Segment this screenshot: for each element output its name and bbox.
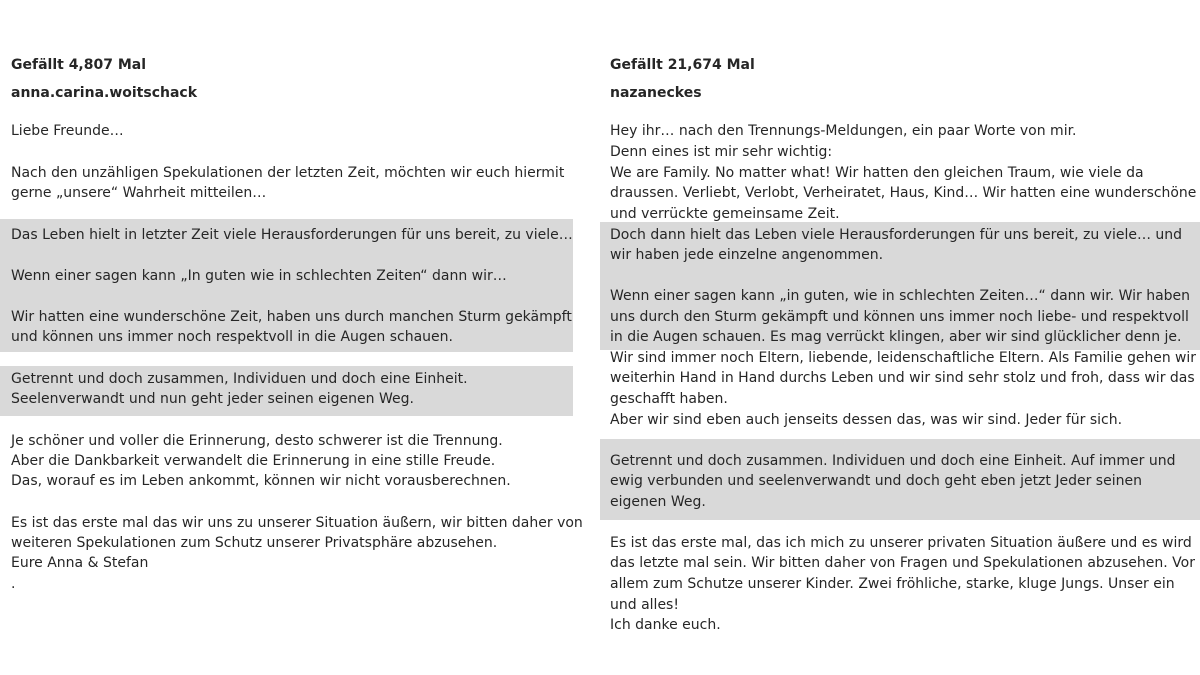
- caption-line: We are Family. No matter what! Wir hatten den gleichen Traum, wie viele da: [610, 165, 1144, 181]
- caption-line: und verrückte gemeinsame Zeit.: [610, 206, 840, 222]
- caption-line: geschafft haben.: [610, 391, 728, 407]
- caption-line: Es ist das erste mal, das ich mich zu unserer privaten Situation äußere und es wird: [610, 535, 1192, 551]
- caption-line: Wenn einer sagen kann „In guten wie in schlechten Zeiten“ dann wir…: [11, 268, 507, 284]
- caption-line: Doch dann hielt das Leben viele Herausforderungen für uns bereit, zu viele… und: [610, 227, 1183, 243]
- caption-line: wir haben jede einzelne angenommen.: [610, 247, 884, 263]
- caption-line: Liebe Freunde…: [11, 123, 124, 139]
- caption-line: Wir sind immer noch Eltern, liebende, leidenschaftliche Eltern. Als Familie gehen wir: [610, 350, 1197, 366]
- caption-line: das letzte mal sein. Wir bitten daher von Fragen und Spekulationen abzusehen. Vor: [610, 555, 1195, 571]
- caption-line: Wir hatten eine wunderschöne Zeit, haben uns durch manchen Sturm gekämpft: [11, 309, 572, 325]
- caption-line: .: [11, 576, 16, 592]
- caption-line: ewig verbunden und seelenverwandt und doch geht eben jetzt Jeder seinen: [610, 473, 1142, 489]
- username-link[interactable]: nazaneckes: [610, 85, 702, 101]
- likes-count[interactable]: Gefällt 4,807 Mal: [11, 57, 147, 73]
- caption-line: Getrennt und doch zusammen, Individuen und doch eine Einheit.: [11, 371, 468, 387]
- caption-line: Es ist das erste mal das wir uns zu unserer Situation äußern, wir bitten daher von: [11, 515, 583, 531]
- left-post: [0, 0, 590, 675]
- caption-line: Aber die Dankbarkeit verwandelt die Erinnerung in eine stille Freude.: [11, 453, 496, 469]
- caption-line: Eure Anna & Stefan: [11, 555, 149, 571]
- caption-line: Ich danke euch.: [610, 617, 721, 633]
- caption-line: Seelenverwandt und nun geht jeder seinen eigenen Weg.: [11, 391, 414, 407]
- caption-line: weiteren Spekulationen zum Schutz unserer Privatsphäre abzusehen.: [11, 535, 498, 551]
- likes-count[interactable]: Gefällt 21,674 Mal: [610, 57, 755, 73]
- caption-line: eigenen Weg.: [610, 494, 706, 510]
- right-post: [600, 0, 1200, 675]
- username-link[interactable]: anna.carina.woitschack: [11, 85, 198, 101]
- caption-line: Das, worauf es im Leben ankommt, können wir nicht vorausberechnen.: [11, 473, 511, 489]
- caption-line: und alles!: [610, 597, 679, 613]
- caption-line: und können uns immer noch respektvoll in die Augen schauen.: [11, 329, 453, 345]
- caption-line: uns durch den Sturm gekämpft und können uns immer noch liebe- und respektvoll: [610, 309, 1189, 325]
- caption-line: Wenn einer sagen kann „in guten, wie in schlechten Zeiten…“ dann wir. Wir haben: [610, 288, 1191, 304]
- caption-line: weiterhin Hand in Hand durchs Leben und wir sind sehr stolz und froh, dass wir das: [610, 370, 1195, 386]
- caption-line: Hey ihr… nach den Trennungs-Meldungen, ein paar Worte von mir.: [610, 123, 1077, 139]
- caption-line: Aber wir sind eben auch jenseits dessen das, was wir sind. Jeder für sich.: [610, 412, 1123, 428]
- caption-line: Das Leben hielt in letzter Zeit viele Herausforderungen für uns bereit, zu viele…: [11, 227, 573, 243]
- caption-line: gerne „unsere“ Wahrheit mitteilen…: [11, 185, 267, 201]
- caption-line: Denn eines ist mir sehr wichtig:: [610, 144, 833, 160]
- caption-line: Nach den unzähligen Spekulationen der letzten Zeit, möchten wir euch hiermit: [11, 165, 565, 181]
- caption-line: Getrennt und doch zusammen. Individuen und doch eine Einheit. Auf immer und: [610, 453, 1176, 469]
- caption-line: draussen. Verliebt, Verlobt, Verheiratet, Haus, Kind… Wir hatten eine wunderschöne: [610, 185, 1197, 201]
- caption-line: Je schöner und voller die Erinnerung, desto schwerer ist die Trennung.: [11, 433, 503, 449]
- caption-line: in die Augen schauen. Es mag verrückt klingen, aber wir sind glücklicher denn je.: [610, 329, 1182, 345]
- caption-line: allem zum Schutze unserer Kinder. Zwei fröhliche, starke, kluge Jungs. Unser ein: [610, 576, 1175, 592]
